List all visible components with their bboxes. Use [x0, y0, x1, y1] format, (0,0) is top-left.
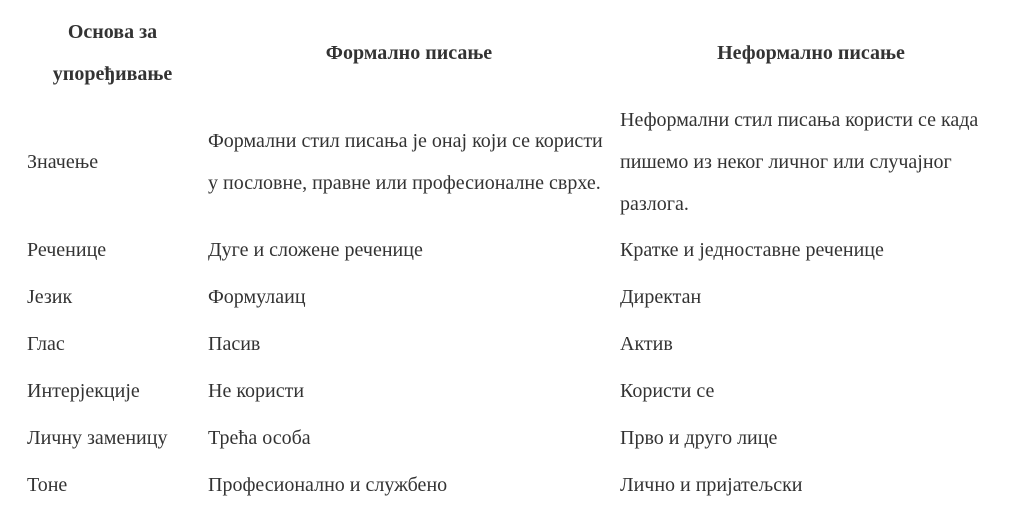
row-basis: Тоне: [27, 473, 68, 496]
row-basis: Интерјекције: [27, 379, 140, 402]
header-row: [22, 8, 1007, 98]
row-formal: Формулаиц: [208, 285, 306, 308]
comparison-table: [22, 8, 1007, 508]
row-informal: Кратке и једноставне реченице: [620, 238, 884, 261]
row-formal: Пасив: [208, 332, 261, 355]
row-formal: Професионално и службено: [208, 473, 448, 496]
header-informal: Неформално писање: [717, 42, 905, 64]
table-row: [22, 461, 1007, 508]
table-row: [22, 320, 1007, 367]
row-informal: Неформални стил писања користи се када пишемо из неког личног или случајног разлога.: [620, 109, 979, 215]
row-basis: Језик: [27, 285, 73, 308]
row-informal: Директан: [620, 285, 702, 308]
table-row: [22, 98, 1007, 226]
header-basis: Основа за упоређивање: [52, 21, 173, 85]
row-basis: Глас: [27, 332, 65, 355]
table-header: [22, 8, 1007, 98]
table-row: [22, 367, 1007, 414]
row-basis: Реченице: [27, 238, 107, 261]
row-formal: Формални стил писања је онај који се користи у пословне, правне или професионалне сврхе.: [208, 130, 603, 194]
row-informal: Користи се: [620, 379, 715, 402]
table-row: [22, 273, 1007, 320]
row-basis: Личну заменицу: [27, 426, 168, 449]
row-informal: Прво и друго лице: [620, 426, 778, 449]
row-basis: Значење: [27, 151, 99, 173]
row-formal: Трећа особа: [208, 426, 311, 449]
table-body: [22, 98, 1007, 508]
header-formal: Формално писање: [325, 42, 493, 64]
table-row: [22, 414, 1007, 461]
row-informal: Актив: [620, 332, 673, 355]
row-formal: Дуге и сложене реченице: [208, 238, 423, 261]
row-informal: Лично и пријатељски: [620, 473, 803, 496]
table-row: [22, 226, 1007, 273]
row-formal: Не користи: [208, 379, 305, 402]
